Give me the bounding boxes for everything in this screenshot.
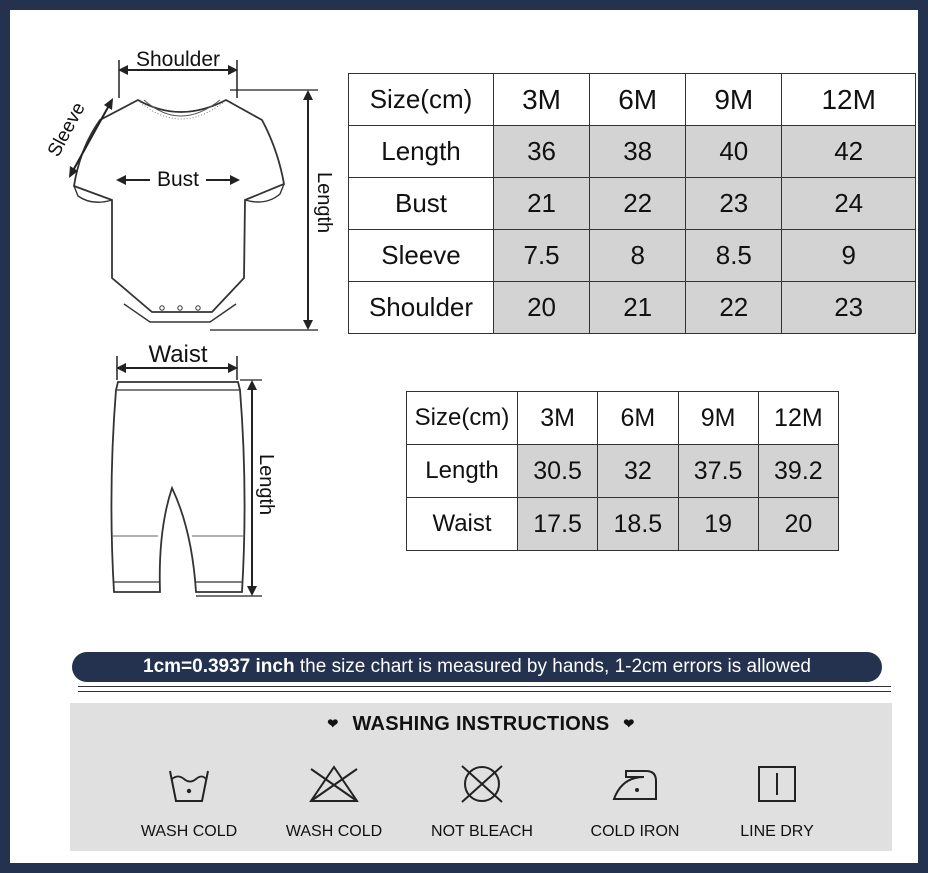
table-row	[407, 498, 839, 551]
pants-length-label: Length	[255, 454, 277, 516]
washing-title	[70, 713, 892, 736]
bodysuit-diagram	[30, 40, 350, 340]
waist-label: Waist	[148, 341, 208, 368]
iron-icon	[565, 763, 705, 805]
table-cell: 8.5	[686, 230, 782, 282]
table-cell: 21	[590, 282, 686, 334]
pants-size-table	[406, 391, 839, 551]
table-cell: 36	[494, 126, 590, 178]
table-cell: 19	[678, 498, 758, 551]
header-cell: 12M	[758, 392, 838, 445]
note-text: the size chart is measured by hands, 1-2cm errors is allowed	[294, 656, 811, 677]
header-cell: Size(cm)	[349, 74, 494, 126]
row-label: Shoulder	[349, 282, 494, 334]
line-dry-icon	[707, 763, 847, 805]
table-cell: 18.5	[598, 498, 678, 551]
table-header-row	[407, 392, 839, 445]
header-cell: 3M	[518, 392, 598, 445]
divider-line	[78, 691, 891, 692]
pants-diagram	[100, 330, 300, 610]
table-cell: 24	[782, 178, 916, 230]
heart-icon: ❤	[327, 716, 339, 731]
header-cell: 9M	[678, 392, 758, 445]
table-cell: 39.2	[758, 445, 838, 498]
sleeve-label: Sleeve	[43, 99, 90, 161]
row-label: Sleeve	[349, 230, 494, 282]
table-cell: 22	[686, 282, 782, 334]
table-cell: 32	[598, 445, 678, 498]
wash-label: COLD IRON	[590, 823, 680, 840]
no-tumble-dry-icon	[412, 763, 552, 805]
wash-label: WASH COLD	[140, 823, 238, 840]
table-cell: 21	[494, 178, 590, 230]
header-cell: 9M	[686, 74, 782, 126]
row-label: Waist	[407, 498, 518, 551]
table-cell: 37.5	[678, 445, 758, 498]
table-cell: 30.5	[518, 445, 598, 498]
header-cell: Size(cm)	[407, 392, 518, 445]
bodysuit-size-table	[348, 73, 916, 334]
table-cell: 8	[590, 230, 686, 282]
wash-label: WASH COLD	[285, 823, 383, 840]
table-header-row	[349, 74, 916, 126]
washing-title-text: WASHING INSTRUCTIONS	[352, 713, 610, 735]
row-label: Length	[349, 126, 494, 178]
no-bleach-triangle-icon	[264, 763, 404, 805]
table-cell: 7.5	[494, 230, 590, 282]
table-row	[349, 178, 916, 230]
table-cell: 20	[494, 282, 590, 334]
measurement-note	[72, 652, 882, 682]
note-conversion: 1cm=0.3937 inch	[143, 656, 295, 677]
divider-line	[78, 686, 891, 687]
header-cell: 3M	[494, 74, 590, 126]
shirt-length-label: Length	[313, 172, 335, 234]
header-cell: 6M	[598, 392, 678, 445]
wash-label: NOT BLEACH	[431, 823, 533, 840]
table-row	[349, 230, 916, 282]
heart-icon: ❤	[623, 716, 635, 731]
shoulder-label: Shoulder	[135, 48, 221, 71]
table-cell: 40	[686, 126, 782, 178]
header-cell: 6M	[590, 74, 686, 126]
table-cell: 22	[590, 178, 686, 230]
row-label: Bust	[349, 178, 494, 230]
table-cell: 42	[782, 126, 916, 178]
table-row	[407, 445, 839, 498]
bust-label: Bust	[156, 168, 200, 191]
table-row	[349, 126, 916, 178]
table-row	[349, 282, 916, 334]
table-cell: 9	[782, 230, 916, 282]
table-cell: 23	[686, 178, 782, 230]
wash-tub-icon	[119, 763, 259, 805]
table-cell: 38	[590, 126, 686, 178]
table-cell: 23	[782, 282, 916, 334]
wash-label: LINE DRY	[740, 823, 814, 840]
header-cell: 12M	[782, 74, 916, 126]
row-label: Length	[407, 445, 518, 498]
table-cell: 20	[758, 498, 838, 551]
washing-panel	[70, 703, 892, 851]
table-cell: 17.5	[518, 498, 598, 551]
